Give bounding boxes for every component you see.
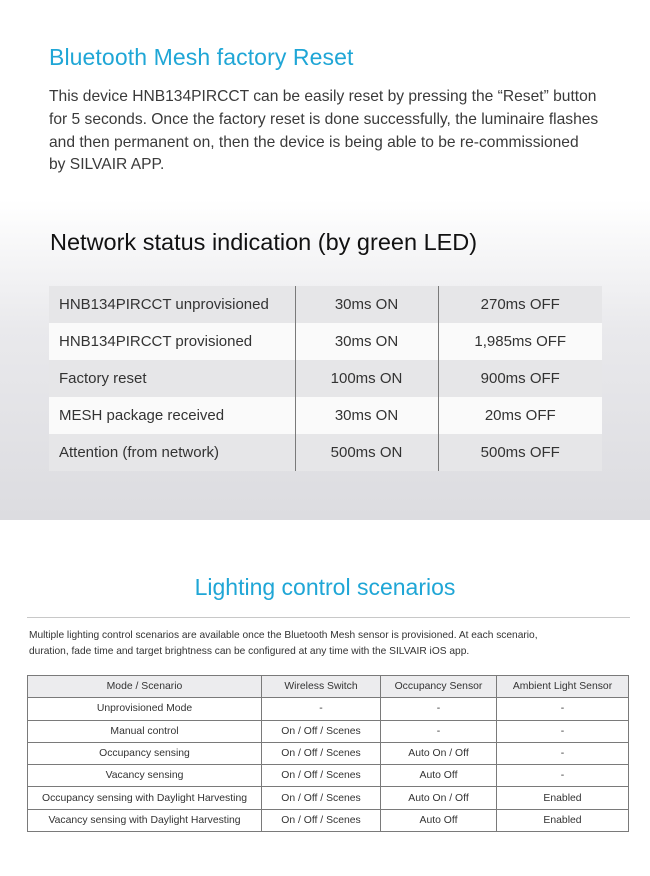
table-row xyxy=(49,323,602,360)
lighting-scenarios-title: Lighting control scenarios xyxy=(194,574,456,600)
table-header-row xyxy=(28,676,629,698)
status-state: Factory reset xyxy=(49,360,295,397)
description-line: duration, fade time and target brightness can be configured at any time with the SILVAIR iOS app. xyxy=(29,645,470,657)
status-state: Attention (from network) xyxy=(49,434,295,471)
table-row xyxy=(49,286,602,323)
table-row xyxy=(49,397,602,434)
table-row xyxy=(28,698,629,720)
status-state: HNB134PIRCCT unprovisioned xyxy=(49,286,295,323)
table-row xyxy=(28,765,629,787)
table-cell: On / Off / Scenes xyxy=(262,809,381,831)
status-on-time: 500ms ON xyxy=(295,434,438,471)
status-state: HNB134PIRCCT provisioned xyxy=(49,323,295,360)
lighting-description xyxy=(29,628,629,659)
column-header: Occupancy Sensor xyxy=(381,676,497,698)
status-off-time: 20ms OFF xyxy=(438,397,602,434)
table-row xyxy=(28,720,629,742)
table-cell: Auto Off xyxy=(381,809,497,831)
status-on-time: 30ms ON xyxy=(295,323,438,360)
table-cell: Occupancy sensing with Daylight Harvesting xyxy=(28,787,262,809)
table-cell: Auto On / Off xyxy=(381,742,497,764)
table-row xyxy=(28,742,629,764)
table-row xyxy=(49,434,602,471)
table-cell: Manual control xyxy=(28,720,262,742)
table-cell: Vacancy sensing xyxy=(28,765,262,787)
table-cell: - xyxy=(262,698,381,720)
table-cell: On / Off / Scenes xyxy=(262,765,381,787)
table-cell: On / Off / Scenes xyxy=(262,742,381,764)
status-off-time: 900ms OFF xyxy=(438,360,602,397)
table-cell: - xyxy=(497,698,629,720)
scenario-table xyxy=(27,675,629,832)
network-status-title: Network status indication (by green LED) xyxy=(50,229,478,255)
status-off-time: 1,985ms OFF xyxy=(438,323,602,360)
status-on-time: 100ms ON xyxy=(295,360,438,397)
factory-reset-title: Bluetooth Mesh factory Reset xyxy=(49,44,354,70)
column-header: Wireless Switch xyxy=(262,676,381,698)
table-row xyxy=(49,360,602,397)
table-cell: Auto Off xyxy=(381,765,497,787)
table-cell: Enabled xyxy=(497,809,629,831)
status-on-time: 30ms ON xyxy=(295,286,438,323)
table-row xyxy=(28,809,629,831)
table-row xyxy=(28,787,629,809)
description-line: for 5 seconds. Once the factory reset is done successfully, the luminaire flashes xyxy=(49,110,599,128)
table-cell: On / Off / Scenes xyxy=(262,720,381,742)
status-off-time: 500ms OFF xyxy=(438,434,602,471)
column-header: Ambient Light Sensor xyxy=(497,676,629,698)
column-header: Mode / Scenario xyxy=(28,676,262,698)
table-cell: Auto On / Off xyxy=(381,787,497,809)
table-cell: - xyxy=(381,720,497,742)
table-cell: Unprovisioned Mode xyxy=(28,698,262,720)
section-divider xyxy=(27,617,630,618)
description-line: This device HNB134PIRCCT can be easily reset by pressing the “Reset” button xyxy=(49,88,597,105)
table-cell: Enabled xyxy=(497,787,629,809)
description-line: Multiple lighting control scenarios are available once the Bluetooth Mesh sensor is provisioned. At each scenario, xyxy=(29,630,538,641)
factory-reset-description xyxy=(49,86,609,177)
table-cell: - xyxy=(497,742,629,764)
table-cell: On / Off / Scenes xyxy=(262,787,381,809)
status-off-time: 270ms OFF xyxy=(438,286,602,323)
table-cell: Occupancy sensing xyxy=(28,742,262,764)
status-state: MESH package received xyxy=(49,397,295,434)
description-line: by SILVAIR APP. xyxy=(49,156,165,174)
description-line: and then permanent on, then the device is being able to be re-commissioned xyxy=(49,133,579,151)
table-cell: - xyxy=(497,720,629,742)
table-cell: - xyxy=(497,765,629,787)
table-cell: Vacancy sensing with Daylight Harvesting xyxy=(28,809,262,831)
led-status-table xyxy=(49,286,602,471)
table-cell: - xyxy=(381,698,497,720)
status-on-time: 30ms ON xyxy=(295,397,438,434)
